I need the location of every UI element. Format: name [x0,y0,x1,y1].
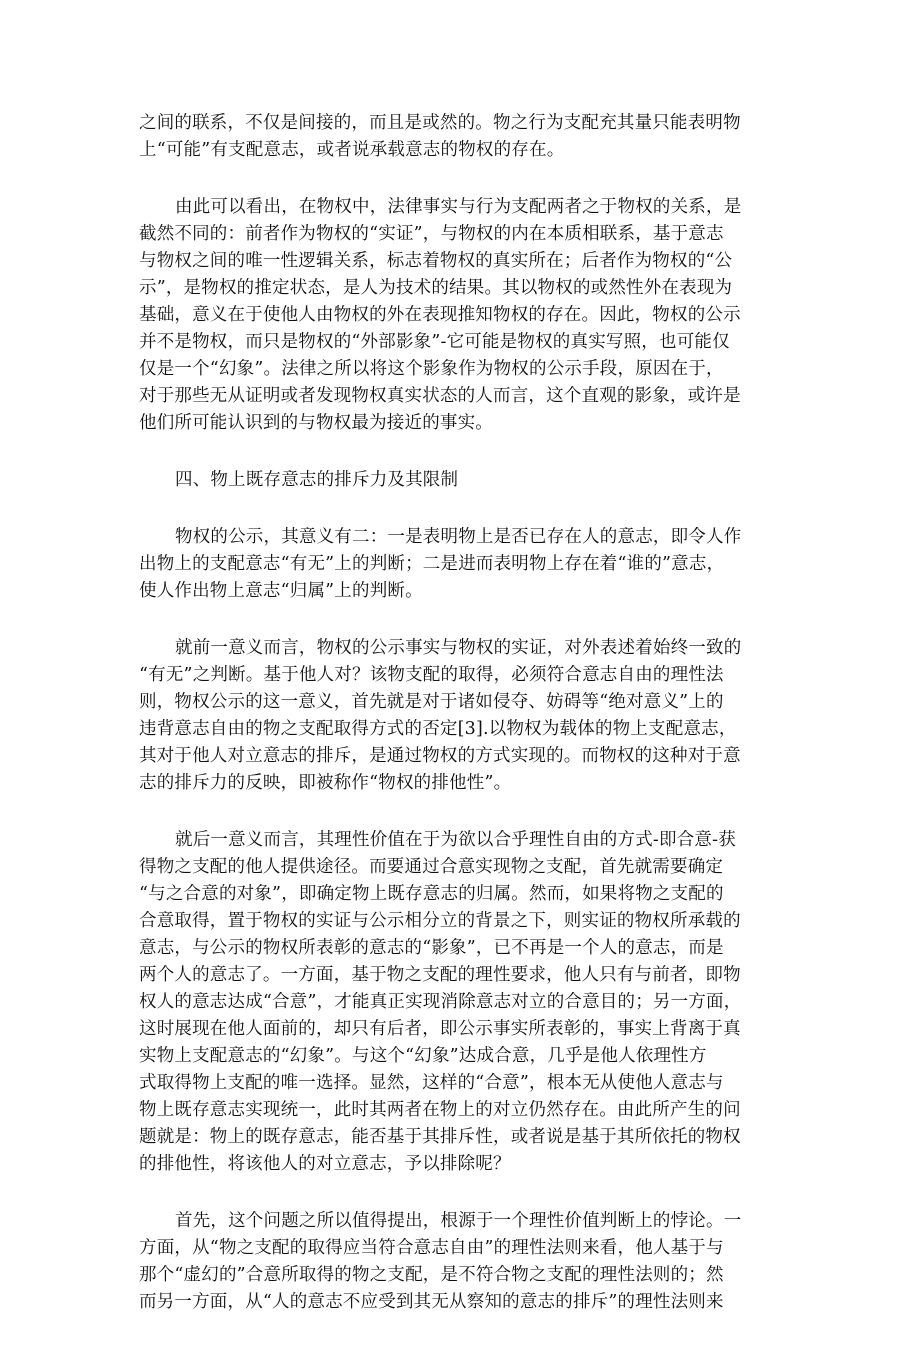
text-line: 方面，从“物之支配的取得应当符合意志自由”的理性法则来看，他人基于与 [139,1238,724,1258]
text-line: 与物权之间的唯一性逻辑关系，标志着物权的真实所在；后者作为物权的“公 [139,251,733,271]
text-line: 示”，是物权的推定状态，是人为技术的结果。其以物权的或然性外在表现为 [139,278,733,298]
text-line: 志的排斥力的反映，即被称作“物权的排他性”。 [139,773,512,793]
text-line: 的排他性，将该他人的对立意志，予以排除呢？ [139,1154,511,1174]
text-line: 仅是一个“幻象”。法律之所以将这个影象作为物权的公示手段，原因在于， [139,359,724,379]
text-line: 物权的公示，其意义有二：一是表明物上是否已存在人的意志，即令人作 [175,527,742,547]
text-line: 合意取得，置于物权的实证与公示相分立的背景之下，则实证的物权所承载的 [139,911,741,931]
text-line: 则，物权公示的这一意义，首先就是对于诸如侵夺、妨碍等“绝对意义”上的 [139,692,724,712]
text-line: 得物之支配的他人提供途径。而要通过合意实现物之支配，首先就需要确定 [139,857,724,877]
section-heading [139,467,779,494]
text-line: 两个人的意志了。一方面，基于物之支配的理性要求，他人只有与前者，即物 [139,965,741,985]
text-line: 对于那些无从证明或者发现物权真实状态的人而言，这个直观的影象，或许是 [139,386,741,406]
text-line: 由此可以看出，在物权中，法律事实与行为支配两者之于物权的关系，是 [175,197,742,217]
text-line: 其对于他人对立意志的排斥，是通过物权的方式实现的。而物权的这种对于意 [139,746,741,766]
text-line: 而另一方面，从“人的意志不应受到其无从察知的意志的排斥”的理性法则来 [139,1292,724,1312]
text-line: 基础，意义在于使他人由物权的外在表现推知物权的存在。因此，物权的公示 [139,305,741,325]
text-line: 使人作出物上意志“归属”上的判断。 [139,581,423,601]
text-line: 首先，这个问题之所以值得提出，根源于一个理性价值判断上的悖论。一 [175,1211,742,1231]
text-line: 意志，与公示的物权所表彰的意志的“影象”，已不再是一个人的意志，而是 [139,938,724,958]
text-line: 违背意志自由的物之支配取得方式的否定[3].以物权为载体的物上支配意志， [139,719,737,739]
text-line: 那个“虚幻的”合意所取得的物之支配，是不符合物之支配的理性法则的；然 [139,1265,724,1285]
text-line: 他们所可能认识到的与物权最为接近的事实。 [139,413,493,433]
text-line: 就前一意义而言，物权的公示事实与物权的实证，对外表述着始终一致的 [175,638,742,658]
text-line: 式取得物上支配的唯一选择。显然，这样的“合意”，根本无从使他人意志与 [139,1073,724,1093]
document-page [139,110,779,1346]
section-heading-text: 四、物上既存意志的排斥力及其限制 [175,470,459,490]
text-line: 出物上的支配意志“有无”上的判断；二是进而表明物上存在着“谁的”意志， [139,554,725,574]
text-line: 截然不同的：前者作为物权的“实证”，与物权的内在本质相联系，基于意志 [139,224,724,244]
text-line: 实物上支配意志的“幻象”。与这个“幻象”达成合意，几乎是他人依理性方 [139,1046,707,1066]
text-line: 上“可能”有支配意志，或者说承载意志的物权的存在。 [139,140,565,160]
text-line: 物上既存意志实现统一，此时其两者在物上的对立仍然存在。由此所产生的问 [139,1100,741,1120]
paragraph-second-meaning [139,827,779,1178]
paragraph-continuation [139,110,779,164]
paragraph-first-meaning [139,635,779,797]
text-line: “与之合意的对象”，即确定物上既存意志的归属。然而，如果将物之支配的 [139,884,724,904]
text-line: “有无”之判断。基于他人对？该物支配的取得，必须符合意志自由的理性法 [139,665,724,685]
text-line: 之间的联系，不仅是间接的，而且是或然的。物之行为支配充其量只能表明物 [139,113,741,133]
text-line: 权人的意志达成“合意”，才能真正实现消除意志对立的合意目的；另一方面， [139,992,742,1012]
paragraph-publicity-meaning [139,524,779,605]
paragraph-paradox [139,1208,779,1316]
text-line: 就后一意义而言，其理性价值在于为欲以合乎理性自由的方式-即合意-获 [175,830,736,850]
text-line: 并不是物权，而只是物权的“外部影象”-它可能是物权的真实写照，也可能仅 [139,332,730,352]
text-line: 这时展现在他人面前的，却只有后者，即公示事实所表彰的，事实上背离于真 [139,1019,741,1039]
paragraph-publicity-vs-proof [139,194,779,437]
text-line: 题就是：物上的既存意志，能否基于其排斥性，或者说是基于其所依托的物权 [139,1127,741,1147]
